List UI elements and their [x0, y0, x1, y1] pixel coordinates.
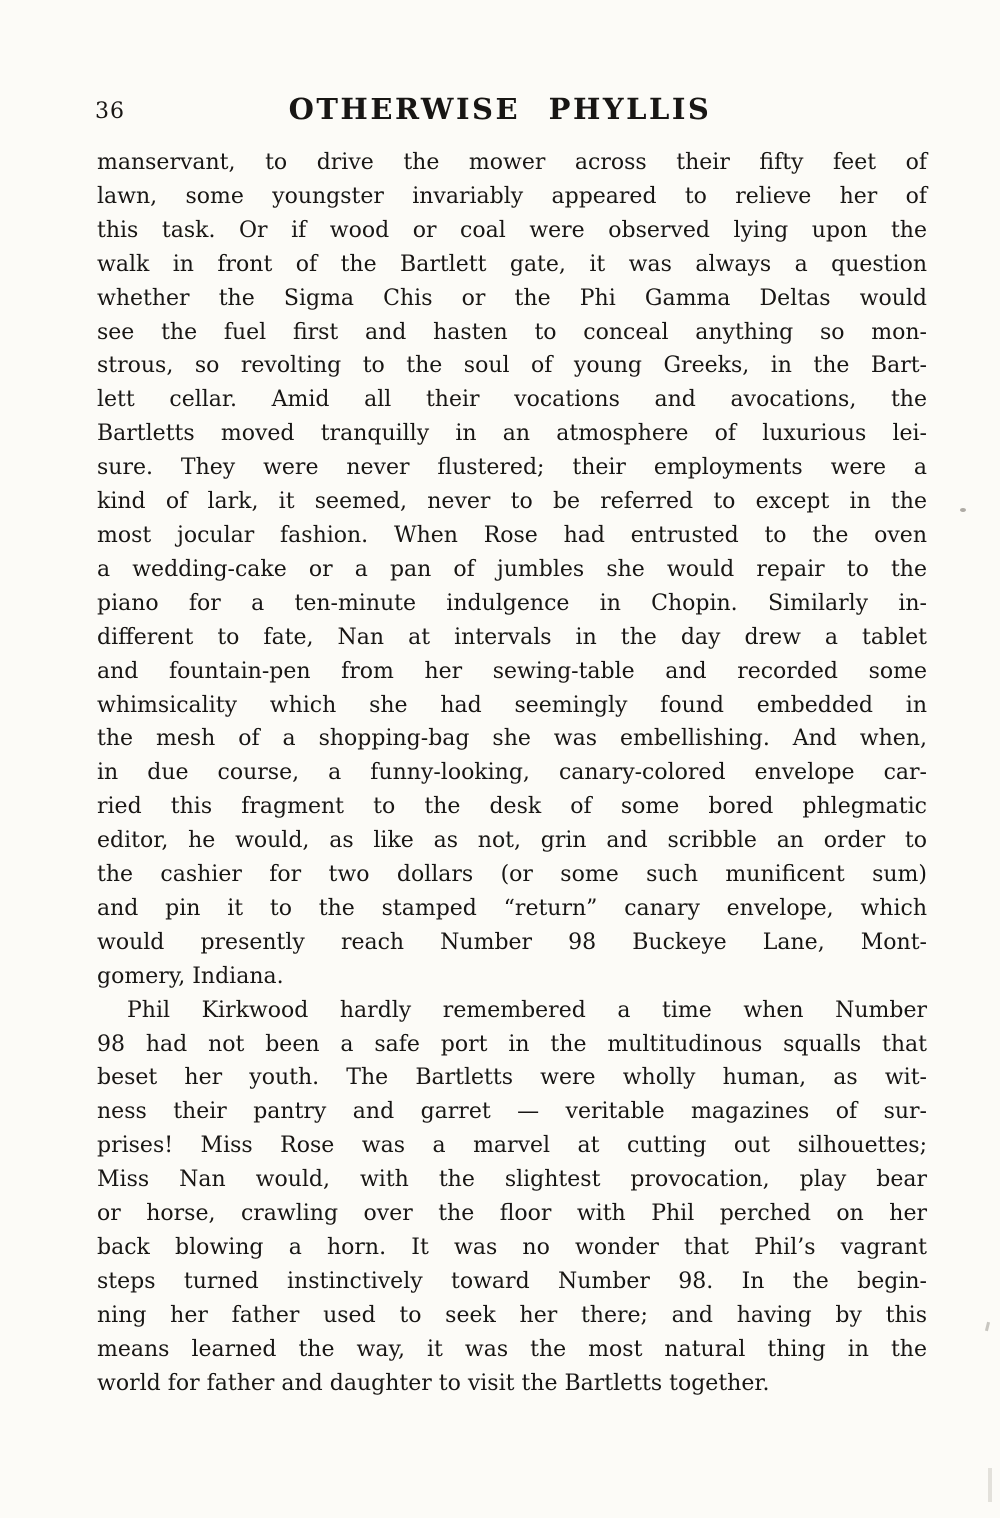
text-line: world for father and daughter to visit the Bartletts together. — [97, 1370, 770, 1396]
text-line: ning her father used to seek her there; and having by this — [97, 1302, 927, 1328]
text-line: a wedding-cake or a pan of jumbles she would repair to the — [97, 556, 927, 582]
scan-artifact-tick — [985, 1322, 990, 1331]
text-line: lawn, some youngster invariably appeared to relieve her of — [97, 183, 927, 209]
text-line: see the fuel first and hasten to conceal anything so mon- — [97, 319, 927, 345]
text-line: back blowing a horn. It was no wonder that Phil’s vagrant — [97, 1235, 927, 1260]
text-line: whether the Sigma Chis or the Phi Gamma Deltas would — [97, 285, 927, 311]
text-line: Bartletts moved tranquilly in an atmosphere of luxurious lei- — [97, 421, 927, 447]
text-line: editor, he would, as like as not, grin and scribble an order to — [97, 828, 927, 854]
text-line: the mesh of a shopping-bag she was embellishing. And when, — [97, 726, 927, 752]
text-line: strous, so revolting to the soul of young Greeks, in the Bart- — [97, 353, 927, 379]
text-line: 98 had not been a safe port in the multitudinous squalls that — [97, 1031, 927, 1057]
text-line: Phil Kirkwood hardly remembered a time when Number — [127, 997, 927, 1023]
text-line: sure. They were never flustered; their employments were a — [97, 455, 927, 481]
text-line: ried this fragment to the desk of some bored phlegmatic — [97, 794, 927, 820]
text-line: would presently reach Number 98 Buckeye Lane, Mont- — [97, 929, 927, 955]
text-line: the cashier for two dollars (or some such munificent sum) — [97, 862, 927, 888]
text-line: this task. Or if wood or coal were observed lying upon the — [97, 217, 927, 243]
text-line: beset her youth. The Bartletts were wholly human, as wit- — [97, 1065, 927, 1091]
scan-artifact-dot — [960, 508, 966, 512]
text-line: Miss Nan would, with the slightest provocation, play bear — [97, 1167, 927, 1193]
text-line: lett cellar. Amid all their vocations and avocations, the — [97, 387, 927, 413]
text-line: prises! Miss Rose was a marvel at cutting out silhouettes; — [97, 1133, 927, 1159]
text-line: different to fate, Nan at intervals in the day drew a tablet — [97, 624, 927, 650]
text-line: walk in front of the Bartlett gate, it was always a question — [97, 251, 927, 277]
text-line: gomery, Indiana. — [97, 963, 284, 989]
text-line: in due course, a funny-looking, canary-colored envelope car- — [97, 760, 927, 786]
page-number: 36 — [95, 99, 125, 124]
running-head-title: OTHERWISE PHYLLIS — [288, 92, 712, 126]
text-line: and fountain-pen from her sewing-table and recorded some — [97, 658, 927, 684]
text-line: steps turned instinctively toward Number 98. In the begin- — [97, 1268, 927, 1294]
text-line: and pin it to the stamped “return” canary envelope, which — [97, 895, 927, 921]
page-header — [0, 92, 1000, 126]
text-line: or horse, crawling over the floor with Phil perched on her — [97, 1201, 927, 1227]
text-line: means learned the way, it was the most natural thing in the — [97, 1336, 927, 1362]
text-line: whimsicality which she had seemingly found embedded in — [97, 692, 927, 718]
text-line: manservant, to drive the mower across their fifty feet of — [97, 150, 927, 175]
scan-artifact-smudge — [988, 1468, 992, 1502]
body-text — [97, 146, 927, 1401]
text-line: kind of lark, it seemed, never to be referred to except in the — [97, 489, 927, 515]
text-line: most jocular fashion. When Rose had entrusted to the oven — [97, 522, 927, 548]
text-line: piano for a ten-minute indulgence in Chopin. Similarly in- — [97, 590, 927, 616]
text-line: ness their pantry and garret — veritable magazines of sur- — [97, 1099, 927, 1125]
